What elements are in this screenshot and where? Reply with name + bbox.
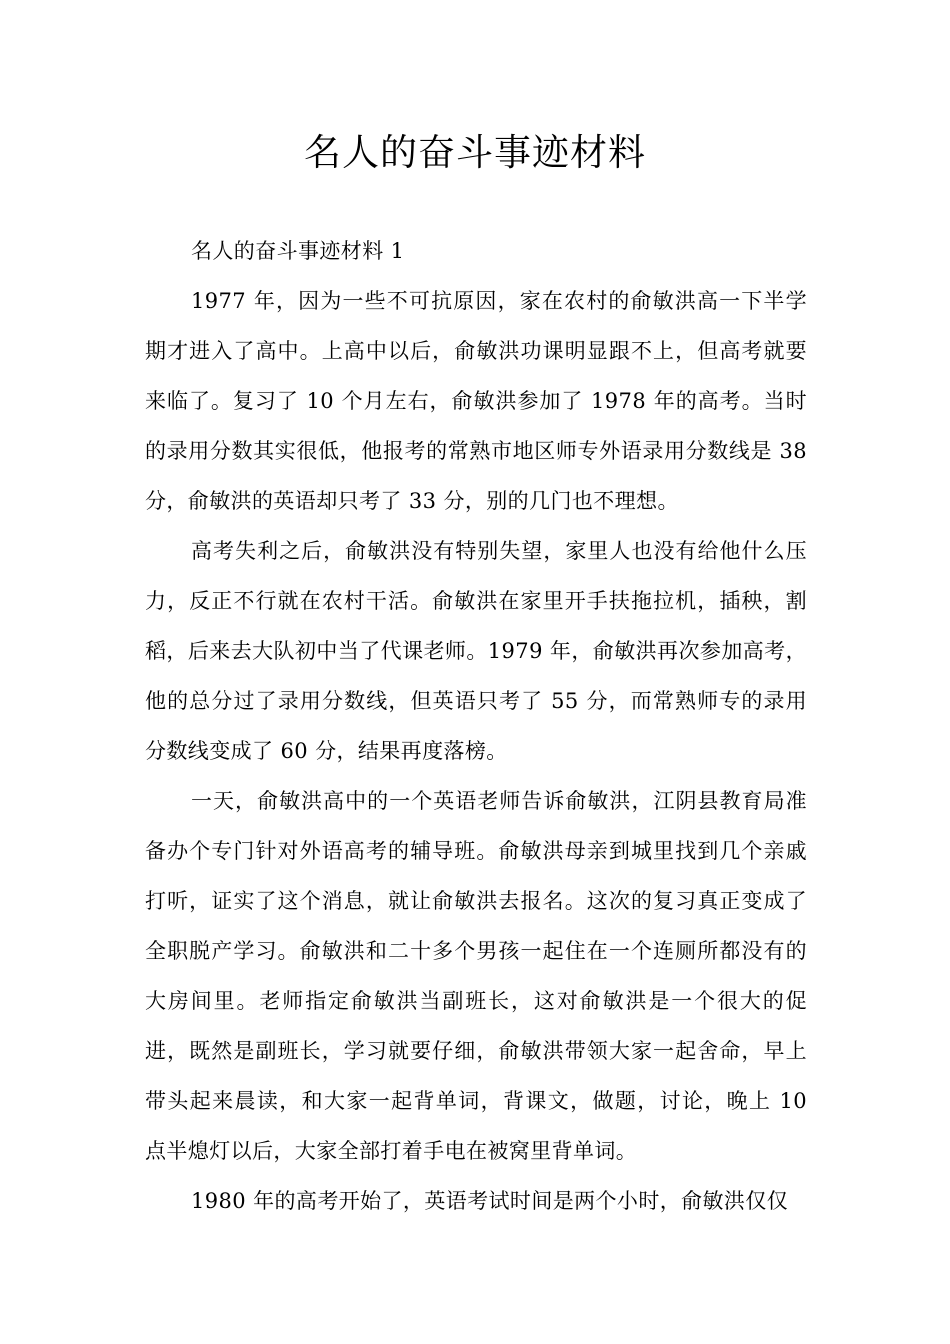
paragraph-3: 一天，俞敏洪高中的一个英语老师告诉俞敏洪，江阴县教育局准备办个专门针对外语高考的辅导班。俞敏洪母亲到城里找到几个亲戚打听，证实了这个消息，就让俞敏洪去报名。这次的复习真正变成了全职脱产学习。俞敏洪和二十多个男孩一起住在一个连厕所都没有的大房间里。老师指定俞敏洪当副班长，这对俞敏洪是一个很大的促进，既然是副班长，学习就要仔细，俞敏洪带领大家一起舍命，早上带头起来晨读，和大家一起背单词，背课文，做题，讨论，晚上 10 点半熄灯以后，大家全部打着手电在被窝里背单词。 — [145, 789, 807, 1163]
paragraph-2: 高考失利之后，俞敏洪没有特别失望，家里人也没有给他什么压力，反正不行就在农村干活。俞敏洪在家里开手扶拖拉机，插秧，割稻，后来去大队初中当了代课老师。1979 年，俞敏洪再次参加高考，他的总分过了录用分数线，但英语只考了 55 分，而常熟师专的录用分数线变成了 60 分，结果再度落榜。 — [145, 539, 807, 763]
document-title: 名人的奋斗事迹材料 — [304, 131, 646, 174]
paragraph-1: 1977 年，因为一些不可抗原因，家在农村的俞敏洪高一下半学期才进入了高中。上高中以后，俞敏洪功课明显跟不上，但高考就要来临了。复习了 10 个月左右，俞敏洪参加了 1978 年的高考。当时的录用分数其实很低，他报考的常熟市地区师专外语录用分数线是 38 分，俞敏洪的英语却只考了 33 分，别的几门也不理想。 — [145, 289, 807, 513]
document-body — [145, 226, 807, 1226]
section-subtitle: 名人的奋斗事迹材料 1 — [191, 239, 405, 263]
paragraph-4: 1980 年的高考开始了，英语考试时间是两个小时，俞敏洪仅仅 — [191, 1189, 789, 1213]
